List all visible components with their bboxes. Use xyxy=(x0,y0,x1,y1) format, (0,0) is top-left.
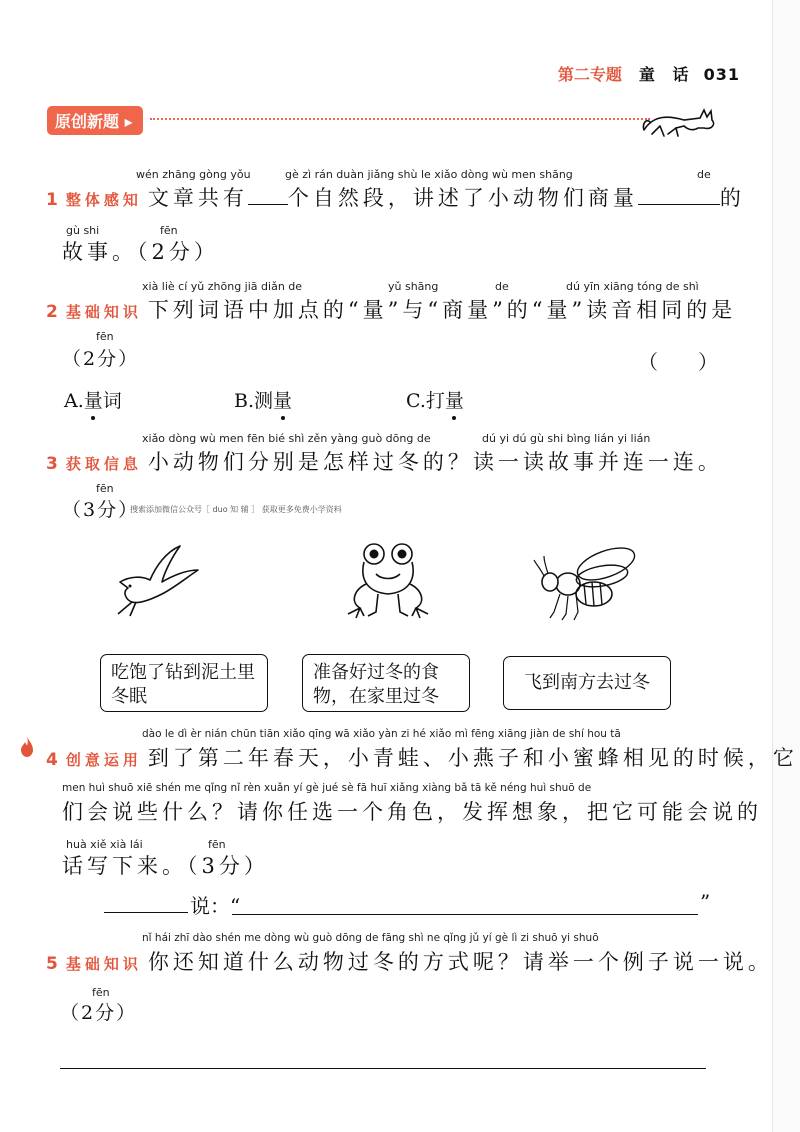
q2-pinyin-1: xià liè cí yǔ zhōng jiā diǎn de xyxy=(142,280,303,293)
choice-a-label: A. xyxy=(64,390,84,412)
q4-role-blank[interactable] xyxy=(104,912,188,913)
card-fly-south[interactable] xyxy=(503,656,671,710)
q2-tag: 基础知识 xyxy=(65,303,142,321)
q2-pinyin-5: fēn xyxy=(96,330,114,343)
q1-text-c: 的 xyxy=(719,186,745,210)
card-hibernate[interactable] xyxy=(100,654,268,712)
q4-pinyin-1: dào le dì èr nián chūn tiān xiǎo qīng wā xiǎo yàn zi hé xiǎo mì fēng xiāng jiàn de shí hou tā xyxy=(142,728,621,740)
banner-label: 原创新题 xyxy=(55,112,120,131)
choice-c-label: C. xyxy=(406,390,426,412)
q1-pinyin-5: fēn xyxy=(160,224,178,237)
q2-choice-c[interactable] xyxy=(406,386,464,413)
q1-number: 1 xyxy=(46,190,62,210)
bee-icon[interactable] xyxy=(530,540,640,624)
card-store-food[interactable] xyxy=(302,654,470,712)
q2-pinyin-3: de xyxy=(495,280,509,293)
choice-b-dotted-char: 量 xyxy=(273,390,293,412)
q1-text-2: 故事。（2分） xyxy=(62,240,219,264)
topic-label: 第二专题 xyxy=(557,65,622,84)
page-number: 031 xyxy=(703,65,740,84)
q1-text-b: 个自然段，讲述了小动物们商量 xyxy=(287,186,638,210)
q5-text-2: （2分） xyxy=(60,1002,138,1024)
q3-pinyin-3: fēn xyxy=(96,482,114,495)
card-store-food-text: 准备好过冬的食物，在家里过冬 xyxy=(313,662,439,707)
page-header xyxy=(558,62,740,85)
banner-original-questions: 原创新题 ▸ xyxy=(47,106,143,135)
q1-text-a: 文章共有 xyxy=(147,186,248,210)
card-fly-south-text: 飞到南方去过冬 xyxy=(524,672,650,693)
q1-blank-paragraphs[interactable] xyxy=(248,204,288,205)
q2-choice-b[interactable] xyxy=(234,386,292,413)
banner-dotted-line xyxy=(150,118,650,120)
choice-b-label: B. xyxy=(234,390,255,412)
choice-b-pre: 测 xyxy=(254,390,274,412)
q3-tag: 获取信息 xyxy=(65,455,142,473)
q1-pinyin-3: de xyxy=(697,168,711,181)
q1-pinyin-4: gù shi xyxy=(66,224,100,237)
q2-pinyin-2: yǔ shāng xyxy=(388,280,439,293)
cat-icon xyxy=(640,104,718,138)
choice-c-dotted-char: 量 xyxy=(444,390,464,412)
q3-number: 3 xyxy=(46,454,62,474)
choice-a-dotted-char: 量 xyxy=(83,390,103,412)
q2-number: 2 xyxy=(46,302,62,322)
q3-text-1: 小动物们分别是怎样过冬的？读一读故事并连一连。 xyxy=(147,450,723,474)
flame-icon xyxy=(20,736,34,758)
q4-pinyin-2: men huì shuō xiē shén me qǐng nǐ rèn xuǎn yí gè jué sè fā huī xiǎng xiàng bǎ tā kě néng huì shuō de xyxy=(62,782,592,794)
q4-pinyin-3: huà xiě xià lái xyxy=(66,838,143,851)
q5-pinyin-2: fēn xyxy=(92,986,110,999)
q5-pinyin-1: nǐ hái zhī dào shén me dòng wù guò dōng de fāng shì ne qǐng jǔ yí gè lì zi shuō yi shuō xyxy=(142,932,599,944)
frog-icon[interactable] xyxy=(340,540,436,620)
q4-text-3: 话写下来。（3分） xyxy=(62,854,269,878)
q4-text-1: 到了第二年春天，小青蛙、小燕子和小蜜蜂相见的时候，它 xyxy=(147,746,798,770)
q4-pinyin-4: fēn xyxy=(208,838,226,851)
q5-answer-line[interactable] xyxy=(60,1068,706,1069)
q1-blank-topic[interactable] xyxy=(638,204,720,205)
q3-text-2: （3分） xyxy=(62,499,140,521)
q5-text-1: 你还知道什么动物过冬的方式呢？请举一个例子说一说。 xyxy=(147,950,773,974)
q1-pinyin-2: gè zì rán duàn jiǎng shù le xiǎo dòng wù men shāng xyxy=(285,168,573,181)
q3-pinyin-2: dú yi dú gù shi bìng lián yi lián xyxy=(482,432,651,445)
q1-pinyin-1: wén zhāng gòng yǒu xyxy=(136,168,251,181)
q1-tag: 整体感知 xyxy=(65,191,142,209)
q2-pinyin-4: dú yīn xiāng tóng de shì xyxy=(566,280,699,293)
q2-text-2: （2分） xyxy=(62,348,140,370)
q4-text-2: 们会说些什么？请你任选一个角色，发挥想象，把它可能会说的 xyxy=(62,800,762,824)
card-hibernate-text: 吃饱了钻到泥土里冬眠 xyxy=(111,662,255,707)
q4-say-label: 说：“ xyxy=(190,894,241,918)
q4-close-quote: ” xyxy=(700,890,711,914)
q4-number: 4 xyxy=(46,750,62,770)
watermark-note: 搜索添加微信公众号［ duo 知 辅 ］ 获取更多免费小学资料 xyxy=(130,505,342,514)
q2-text-1: 下列词语中加点的“量”与“商量”的“量”读音相同的是 xyxy=(147,298,737,322)
q3-pinyin-1: xiǎo dòng wù men fēn bié shì zěn yàng guò dōng de xyxy=(142,432,431,445)
q4-tag: 创意运用 xyxy=(65,751,142,769)
q5-number: 5 xyxy=(46,954,62,974)
q2-choice-a[interactable] xyxy=(64,386,122,413)
q5-tag: 基础知识 xyxy=(65,955,142,973)
section-label: 童 话 xyxy=(638,65,695,84)
choice-a-post: 词 xyxy=(102,390,122,412)
swallow-icon[interactable] xyxy=(110,540,200,620)
page-edge xyxy=(772,0,800,1132)
q4-speech-blank[interactable] xyxy=(232,914,698,915)
q2-answer-paren[interactable]: （ ） xyxy=(638,350,718,374)
choice-c-pre: 打 xyxy=(425,390,445,412)
